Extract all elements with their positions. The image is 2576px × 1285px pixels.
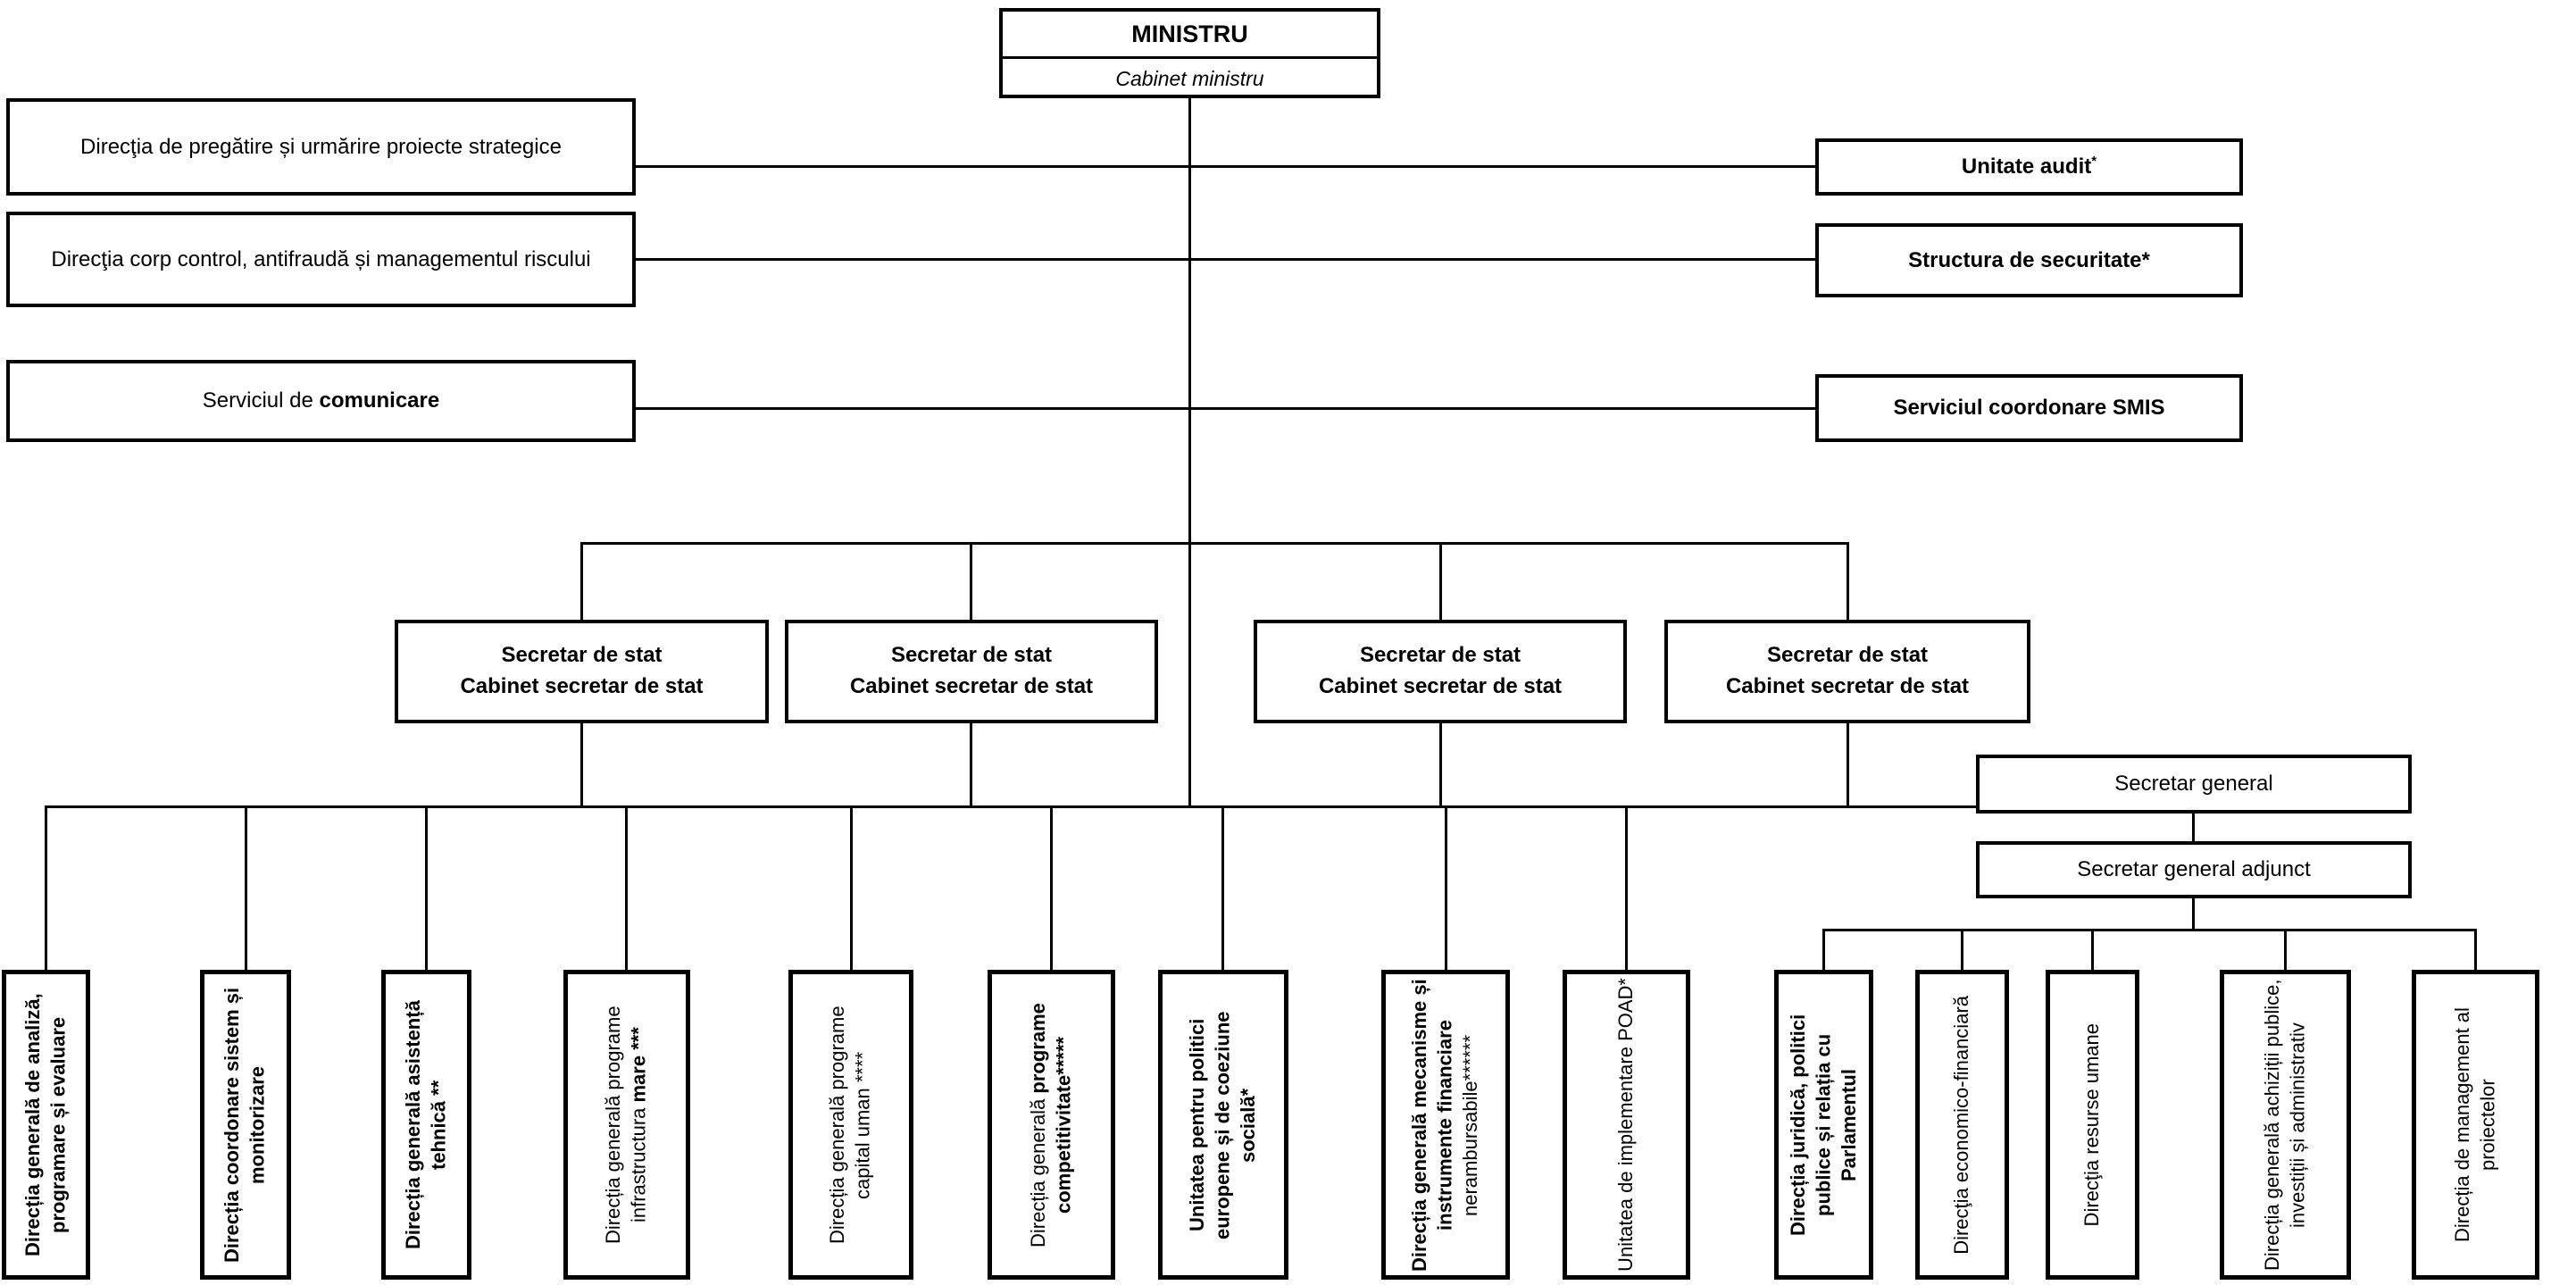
structura-securitate-box [1815,223,2243,297]
box-label: Serviciul coordonare SMIS [1893,396,2165,420]
dg-asistenta-tehnica-box [381,970,471,1280]
connector-drop [425,805,428,970]
dir-coordonare-sistem-box [200,970,291,1280]
dir-economico-financiara-box [1915,970,2009,1280]
box-label: Secretar de stat Cabinet secretar de stat [460,643,704,698]
connector-drop [2284,929,2287,970]
ministru-box [999,8,1380,98]
box-label: Direcția de management al proiectelor [2450,1007,2499,1242]
connector-drop [1847,542,1849,620]
dir-management-proiecte-box [2412,970,2539,1280]
box-label: Secretar de stat Cabinet secretar de stat [1318,643,1563,698]
box-label: Direcția generală programe capital uman **** [826,1005,874,1244]
box-label: Direcția generală programe competitivitate***** [1026,1002,1075,1247]
connector-drop [970,542,972,620]
box-label: Direcţia resurse umane [2080,1022,2104,1227]
box-label: Direcția generală achiziții publice, investiții și administrativ [2260,979,2309,1271]
connector-drop [1221,805,1224,970]
connector-drop [1445,805,1447,970]
connector-trunk [1188,98,1191,805]
connector-sg-to-adjunct [2192,814,2195,841]
box-label: Unitatea de implementare POAD* [1614,978,1638,1272]
dg-mecanisme-financiare-box [1381,970,1510,1280]
dir-resurse-umane-box [2046,970,2139,1280]
box-label: Direcţia corp control, antifraudă și managementul riscului [51,246,591,271]
dir-pregatire-proiecte-box [6,98,636,196]
connector-drop [45,805,47,970]
secretar-stat-box-4 [1664,620,2030,723]
connector-drop [1439,542,1442,620]
connector-secretaries-bus [580,542,1849,545]
box-label: Secretar general adjunct [2077,857,2311,881]
box-label: Serviciul de comunicare [202,388,440,413]
box-label: Unitatea pentru politici europene și de coeziune socială* [1186,1010,1260,1239]
connector-drop [970,723,972,805]
secretar-stat-box-1 [395,620,769,723]
secretar-stat-box-2 [785,620,1158,723]
connector-drop [625,805,628,970]
box-label: Direcția generală asistență tehnică ** [401,1000,450,1249]
connector-drop [1961,929,1963,970]
connector-adjunct-drop [2192,898,2195,929]
connector-drop [1439,723,1442,805]
dg-achizitii-publice-box [2220,970,2351,1280]
serviciul-comunicare-box [6,360,636,442]
unitatea-politici-europene-box [1158,970,1288,1280]
box-label: Secretar de stat Cabinet secretar de stat [849,643,1094,698]
box-label: Direcţia economico-financiară [1950,995,1973,1255]
box-label: Structura de securitate* [1908,247,2150,272]
dg-competitivitate-box [988,970,1115,1280]
cabinet-ministru-label: Cabinet ministru [1115,66,1264,90]
secretar-general-box [1976,755,2412,814]
connector-drop [1822,929,1825,970]
dg-analiza-programare-box [2,970,90,1280]
box-label: Direcția generală programe infrastructura mare *** [602,1005,650,1244]
connector-row3 [636,407,1815,410]
unitate-audit-box [1815,138,2243,196]
ministru-title: MINISTRU [1003,12,1377,59]
connector-drop [2474,929,2477,970]
dg-infrastructura-mare-box [563,970,690,1280]
box-label: Direcția coordonare sistem și monitorizare [221,987,269,1263]
box-label: Direcția generală de analiză, programare și evaluare [21,993,70,1256]
connector-drop [2091,929,2094,970]
box-label: Secretar de stat Cabinet secretar de stat [1725,643,1970,698]
connector-row1 [636,165,1815,168]
connector-drop [1050,805,1053,970]
dg-capital-uman-box [788,970,913,1280]
secretar-stat-box-3 [1254,620,1627,723]
dir-juridica-box [1774,970,1873,1280]
serviciul-smis-box [1815,374,2243,442]
box-label: Secretar general [2114,772,2273,796]
connector-drop [850,805,853,970]
box-label: Direcția generală mecanisme și instrumente financiare nerambursabile****** [1408,978,1482,1272]
unitatea-poad-box [1563,970,1690,1280]
connector-drop [1847,723,1849,805]
connector-drop [580,542,583,620]
connector-directions-bus [45,805,1976,808]
connector-drop [245,805,247,970]
connector-adjunct-bus [1822,929,2477,931]
box-label: Unitate audit* [1961,154,2097,179]
secretar-general-adjunct-box [1976,841,2412,898]
connector-drop [1625,805,1628,970]
box-label: Direcția juridică, politici publice și relația cu Parlamentul [1786,1014,1860,1236]
connector-drop [580,723,583,805]
connector-row2 [636,258,1815,261]
dir-corp-control-box [6,212,636,307]
box-label: Direcţia de pregătire și urmărire proiecte strategice [80,134,562,159]
